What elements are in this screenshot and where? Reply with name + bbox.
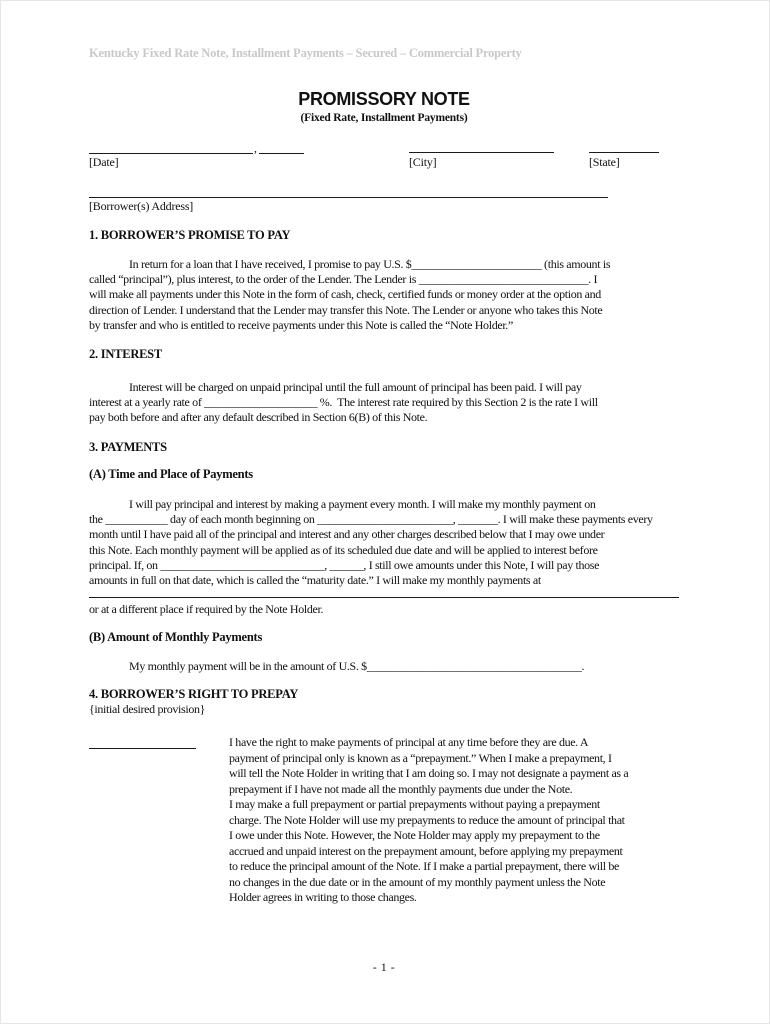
- section1-heading: 1. BORROWER’S PROMISE TO PAY: [89, 228, 291, 242]
- borrower-address-field-blank[interactable]: [89, 184, 608, 198]
- paragraph-line: pay both before and after any default described in Section 6(B) of this Note.: [89, 410, 428, 425]
- paragraph-line: direction of Lender. I understand that the Lender may transfer this Note. The Lender or anyone who takes this Note: [89, 302, 603, 317]
- paragraph-line: no changes in the due date or in the amount of my monthly payment unless the Note: [229, 874, 606, 889]
- paragraph-line: charge. The Note Holder will use my prepayments to reduce the amount of principal that: [229, 812, 625, 827]
- section2-paragraph: [89, 380, 729, 426]
- paragraph-line: I owe under this Note. However, the Note Holder may apply my prepayment to the: [229, 828, 600, 842]
- paragraph-line: I may make a full prepayment or partial prepayments without paying a prepayment: [229, 797, 600, 811]
- city-label: [City]: [409, 155, 437, 169]
- paragraph-line: to reduce the principal amount of the Note. If I make a partial prepayment, there will be: [229, 859, 620, 873]
- paragraph-line: principal. If, on _____________________________, ______, I still owe amounts under this Note, I will pay those: [89, 557, 600, 572]
- date-comma: ,: [254, 141, 257, 155]
- city-field-blank[interactable]: [409, 139, 554, 153]
- section3a-subheading: (A) Time and Place of Payments: [89, 467, 253, 481]
- paragraph-line: Interest will be charged on unpaid principal until the full amount of principal has been paid. I will pay: [129, 380, 582, 394]
- date-label: [Date]: [89, 155, 119, 169]
- document-subtitle: (Fixed Rate, Installment Payments): [300, 112, 468, 124]
- paragraph-line: will tell the Note Holder in writing that I am doing so. I may not designate a payment as a: [229, 766, 629, 780]
- section2-heading: 2. INTEREST: [89, 347, 162, 361]
- state-field-blank[interactable]: [589, 139, 659, 153]
- state-label: [State]: [589, 155, 620, 169]
- paragraph-line: called “principal”), plus interest, to the order of the Lender. The Lender is ______________________________. I: [89, 272, 598, 287]
- page-number: - 1 -: [372, 960, 396, 974]
- paragraph-line: interest at a yearly rate of ____________________ %. The interest rate required by this Section 2 is the rate I will: [89, 395, 598, 410]
- paragraph-line: month until I have paid all of the principal and interest and any other charges described below that I may owe under: [89, 527, 605, 542]
- initials-field-blank[interactable]: [89, 735, 196, 749]
- paragraph-line: will make all payments under this Note in the form of cash, check, certified funds or money order at the option and: [89, 287, 601, 302]
- paragraph-line: the ___________ day of each month beginning on ________________________, _______. I will make these payments every: [89, 512, 653, 527]
- section4-paragraph: [229, 735, 628, 906]
- section4-heading: 4. BORROWER’S RIGHT TO PREPAY: [89, 687, 299, 701]
- paragraph-line: I will pay principal and interest by making a payment every month. I will make my monthly payment on: [129, 497, 596, 511]
- section3-heading: 3. PAYMENTS: [89, 440, 167, 454]
- paragraph-line: this Note. Each monthly payment will be applied as of its scheduled due date and will be applied to interest before: [89, 542, 598, 557]
- paragraph-line: accrued and unpaid interest on the prepayment amount, before applying my prepayment: [229, 843, 623, 858]
- payment-place-field-blank[interactable]: [89, 584, 679, 598]
- paragraph-line: payment of principal only is known as a “prepayment.” When I make a prepayment, I: [229, 750, 612, 765]
- date-blank-row: [89, 139, 304, 154]
- monthly-payment-amount-line: My monthly payment will be in the amount of U.S. $______________________________________.: [129, 659, 585, 673]
- section1-paragraph: [89, 257, 729, 333]
- document-title: PROMISSORY NOTE: [298, 89, 470, 109]
- payment-place-continuation: or at a different place if required by the Note Holder.: [89, 602, 324, 616]
- paragraph-line: prepayment if I have not made all the monthly payments due under the Note.: [229, 781, 573, 796]
- borrower-address-label: [Borrower(s) Address]: [89, 199, 194, 213]
- paragraph-line: I have the right to make payments of principal at any time before they are due. A: [229, 735, 589, 749]
- section3a-paragraph: [89, 497, 729, 588]
- form-type-watermark: Kentucky Fixed Rate Note, Installment Payments – Secured – Commercial Property: [89, 46, 522, 60]
- paragraph-line: amounts in full on that date, which is called the “maturity date.” I will make my monthly payments at: [89, 573, 541, 588]
- section3b-subheading: (B) Amount of Monthly Payments: [89, 630, 263, 644]
- date-year-field-blank[interactable]: [259, 140, 304, 154]
- paragraph-line: Holder agrees in writing to those changes.: [229, 890, 417, 904]
- section4-provision-note: {initial desired provision}: [89, 702, 206, 716]
- date-field-blank[interactable]: [89, 140, 253, 154]
- paragraph-line: In return for a loan that I have received, I promise to pay U.S. $_______________________ (this amount is: [129, 257, 611, 271]
- paragraph-line: by transfer and who is entitled to receive payments under this Note is called the “Note Holder.”: [89, 317, 513, 332]
